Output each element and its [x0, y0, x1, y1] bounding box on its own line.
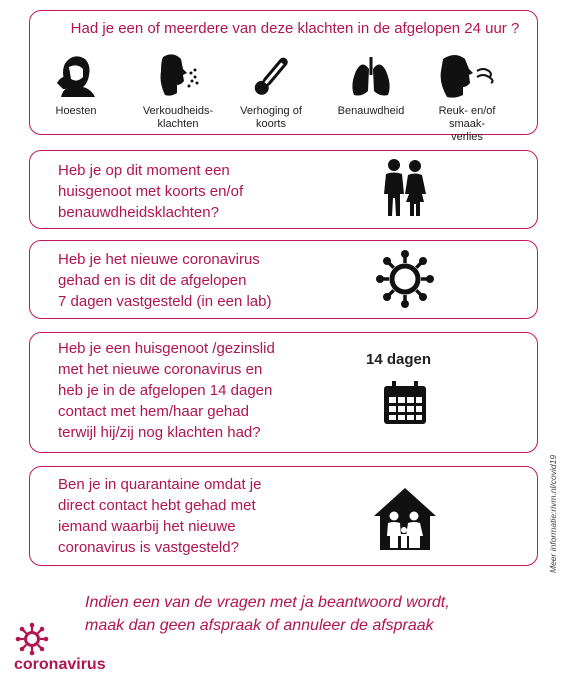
smelling-person-icon	[437, 53, 497, 99]
symptom-label: Benauwdheid	[337, 105, 405, 117]
question-card-3	[29, 332, 538, 453]
symptom-label: Hoesten	[55, 105, 97, 117]
more-info-link[interactable]: Meer informatie:rivm.nl/covid19	[548, 454, 558, 573]
question-text: Heb je het nieuwe coronavirus gehad en is dit de afgelopen 7 dagen vastgesteld (in een lab)	[58, 251, 272, 310]
coronavirus-logo-icon	[15, 622, 49, 656]
footer-instruction: Indien een van de vragen met ja beantwoord wordt, maak dan geen afspraak of annuleer de afspraak	[85, 594, 450, 634]
thermometer-icon	[248, 53, 294, 99]
question-text: Ben je in quarantaine omdat je direct contact hebt gehad met iemand waarbij het nieuwe coronavirus is vastgesteld?	[58, 476, 262, 556]
lungs-icon	[348, 53, 394, 99]
symptom-label: Reuk- en/of smaak- verlies	[438, 105, 496, 143]
coughing-person-icon	[53, 53, 99, 99]
question-card-2	[29, 240, 538, 319]
symptom-label: Verkoudheids- klachten	[142, 105, 214, 130]
question-card-1	[29, 150, 538, 229]
symptom-hoesten	[31, 53, 121, 118]
house-family-icon	[372, 486, 438, 552]
symptoms-title: Had je een of meerdere van deze klachten in de afgelopen 24 uur ?	[70, 20, 520, 37]
symptom-benauwdheid	[326, 53, 416, 118]
question-card-4	[29, 466, 538, 566]
household-couple-icon	[382, 158, 428, 218]
question-text: Heb je op dit moment een huisgenoot met koorts en/of benauwdheidsklachten?	[58, 162, 244, 221]
symptoms-card	[29, 10, 538, 143]
sneezing-person-icon	[155, 53, 201, 99]
virus-icon	[376, 250, 434, 308]
question-text: Heb je een huisgenoot /gezinslid met het nieuwe coronavirus en heb je in de afgelopen 14 dagen contact met hem/haar gehad terwijl hij/zij nog klachten had?	[58, 340, 275, 441]
symptom-reuk-smaak	[422, 53, 512, 144]
days-caption: 14 dagen	[366, 351, 432, 368]
symptom-koorts	[226, 53, 316, 131]
logo-text: coronavirus	[14, 656, 106, 673]
calendar-icon	[382, 380, 428, 426]
symptom-verkoudheid	[133, 53, 223, 131]
symptom-label: Verhoging of koorts	[240, 105, 302, 130]
